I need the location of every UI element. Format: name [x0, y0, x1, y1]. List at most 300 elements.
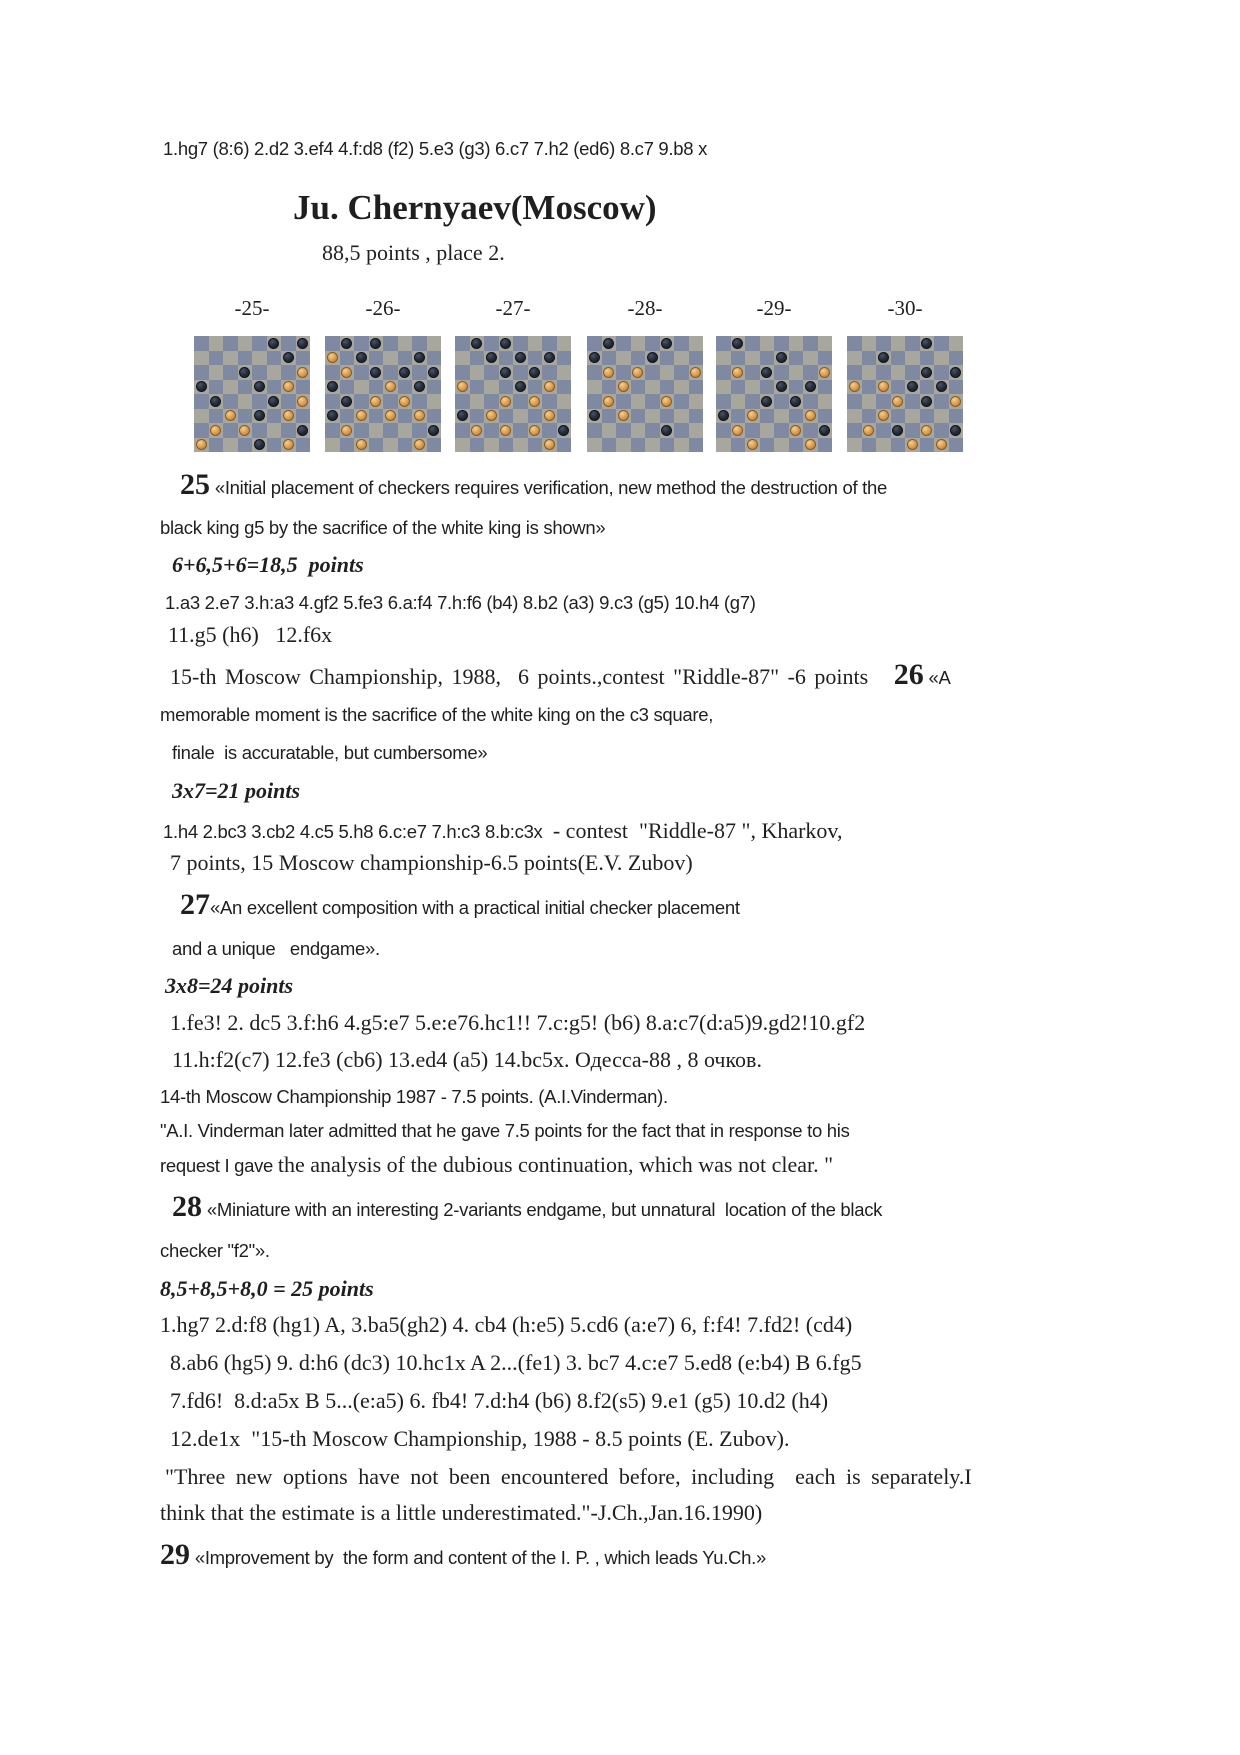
- board-square: [934, 365, 949, 380]
- white-checker-piece: [732, 367, 743, 378]
- white-checker-piece: [936, 439, 947, 450]
- board-square: [934, 336, 949, 351]
- black-checker-piece: [761, 367, 772, 378]
- section-27-quote-2: [160, 1152, 833, 1178]
- section-28-quote-2: think that the estimate is a little underestimated."-J.Ch.,Jan.16.1990): [160, 1500, 763, 1525]
- black-checker-piece: [283, 352, 294, 363]
- board-square: [223, 438, 238, 453]
- board-square: [383, 365, 398, 380]
- board-square: [774, 336, 789, 351]
- board-square: [267, 351, 282, 366]
- board-square: [455, 365, 470, 380]
- board-square: [674, 394, 689, 409]
- board-square: [789, 365, 804, 380]
- board-square: [499, 438, 514, 453]
- notation-line-top: 1.hg7 (8:6) 2.d2 3.ef4 4.f:d8 (f2) 5.e3 (g3) 6.c7 7.h2 (ed6) 8.c7 9.b8 x: [163, 138, 708, 159]
- white-checker-piece: [500, 425, 511, 436]
- board-square: [528, 351, 543, 366]
- checkers-board-30: [847, 336, 963, 452]
- black-checker-piece: [950, 367, 961, 378]
- white-checker-piece: [341, 367, 352, 378]
- board-square: [427, 438, 442, 453]
- section-27-quote-1: "A.I. Vinderman later admitted that he gave 7.5 points for the fact that in response to his: [160, 1120, 850, 1141]
- section-27-moves-2: 11.h:f2(c7) 12.fe3 (cb6) 13.ed4 (a5) 14.bc5x. Одесса-88 , 8 очков.: [172, 1047, 762, 1072]
- black-checker-piece: [414, 381, 425, 392]
- board-square: [876, 365, 891, 380]
- white-checker-piece: [327, 352, 338, 363]
- board-square: [528, 336, 543, 351]
- white-checker-piece: [747, 439, 758, 450]
- board-square: [760, 380, 775, 395]
- white-checker-piece: [863, 425, 874, 436]
- board-square: [557, 336, 572, 351]
- section-29-number: 29: [160, 1538, 190, 1571]
- black-checker-piece: [921, 367, 932, 378]
- board-square: [631, 394, 646, 409]
- board-square: [818, 394, 833, 409]
- white-checker-piece: [500, 396, 511, 407]
- board-square: [645, 380, 660, 395]
- board-square: [789, 351, 804, 366]
- section-28-moves-3: 7.fd6! 8.d:a5x B 5...(e:a5) 6. fb4! 7.d:h4 (b6) 8.f2(s5) 9.e1 (g5) 10.d2 (h4): [170, 1388, 829, 1413]
- board-square: [209, 365, 224, 380]
- board-square: [281, 394, 296, 409]
- board-square: [513, 438, 528, 453]
- black-checker-piece: [878, 352, 889, 363]
- white-checker-piece: [196, 439, 207, 450]
- white-checker-piece: [907, 439, 918, 450]
- white-checker-piece: [544, 381, 555, 392]
- white-checker-piece: [732, 425, 743, 436]
- board-square: [689, 423, 704, 438]
- board-square: [920, 380, 935, 395]
- board-square: [949, 409, 964, 424]
- black-checker-piece: [936, 381, 947, 392]
- section-29-intro: [160, 1538, 766, 1572]
- board-square: [223, 394, 238, 409]
- board-square: [789, 409, 804, 424]
- board-square: [340, 351, 355, 366]
- board-square: [674, 409, 689, 424]
- white-checker-piece: [356, 410, 367, 421]
- board-square: [862, 351, 877, 366]
- board-square: [238, 394, 253, 409]
- black-checker-piece: [589, 352, 600, 363]
- white-checker-piece: [341, 425, 352, 436]
- white-checker-piece: [661, 396, 672, 407]
- board-square: [891, 438, 906, 453]
- board-square: [513, 423, 528, 438]
- board-square: [760, 409, 775, 424]
- board-square: [325, 438, 340, 453]
- board-square: [602, 409, 617, 424]
- board-square: [689, 351, 704, 366]
- board-square: [194, 365, 209, 380]
- board-square: [455, 394, 470, 409]
- board-square: [602, 351, 617, 366]
- white-checker-piece: [747, 410, 758, 421]
- board-square: [862, 380, 877, 395]
- board-square: [383, 423, 398, 438]
- board-square: [252, 394, 267, 409]
- board-square: [674, 423, 689, 438]
- board-square: [194, 409, 209, 424]
- section-25-points: 6+6,5+6=18,5 points: [172, 552, 364, 577]
- board-square: [760, 438, 775, 453]
- board-square: [325, 336, 340, 351]
- white-checker-piece: [618, 381, 629, 392]
- section-27-intro-2: and a unique endgame».: [172, 938, 380, 959]
- section-26-source: 7 points, 15 Moscow championship-6.5 points(E.V. Zubov): [170, 850, 693, 875]
- board-square: [818, 409, 833, 424]
- board-square: [296, 351, 311, 366]
- board-square: [470, 394, 485, 409]
- white-checker-piece: [544, 439, 555, 450]
- white-checker-piece: [603, 396, 614, 407]
- section-26-line-2: finale is accuratable, but cumbersome»: [172, 742, 488, 763]
- white-checker-piece: [529, 425, 540, 436]
- white-checker-piece: [210, 425, 221, 436]
- board-square: [631, 409, 646, 424]
- board-square: [499, 351, 514, 366]
- board-square: [716, 336, 731, 351]
- board-square: [645, 423, 660, 438]
- board-square: [891, 351, 906, 366]
- white-checker-piece: [385, 410, 396, 421]
- board-square: [267, 380, 282, 395]
- board-square: [803, 365, 818, 380]
- board-square: [745, 394, 760, 409]
- board-square: [847, 351, 862, 366]
- board-square: [513, 394, 528, 409]
- board-square: [934, 423, 949, 438]
- black-checker-piece: [515, 352, 526, 363]
- board-square: [354, 380, 369, 395]
- black-checker-piece: [529, 367, 540, 378]
- section-28-moves-2: 8.ab6 (hg5) 9. d:h6 (dc3) 10.hc1x A 2...(fe1) 3. bc7 4.c:e7 5.ed8 (e:b4) B 6.fg5: [170, 1350, 862, 1375]
- board-square: [616, 423, 631, 438]
- white-checker-piece: [529, 396, 540, 407]
- section-26-points: 3x7=21 points: [172, 778, 301, 803]
- board-square: [818, 438, 833, 453]
- board-square: [862, 409, 877, 424]
- board-square: [745, 351, 760, 366]
- black-checker-piece: [544, 352, 555, 363]
- black-checker-piece: [356, 352, 367, 363]
- board-square: [238, 380, 253, 395]
- board-square: [340, 438, 355, 453]
- board-square: [209, 438, 224, 453]
- board-square: [484, 365, 499, 380]
- board-square: [891, 336, 906, 351]
- white-checker-piece: [790, 425, 801, 436]
- board-square: [716, 423, 731, 438]
- board-square: [267, 438, 282, 453]
- board-square: [847, 438, 862, 453]
- board-square: [470, 380, 485, 395]
- white-checker-piece: [632, 367, 643, 378]
- checkers-board-28: [587, 336, 703, 452]
- board-square: [209, 380, 224, 395]
- board-square: [616, 394, 631, 409]
- section-26-intro-start: «A: [923, 667, 951, 688]
- board-square: [296, 409, 311, 424]
- board-square: [876, 336, 891, 351]
- board-square: [587, 380, 602, 395]
- section-27-points: 3x8=24 points: [165, 973, 294, 998]
- section-25-moves-2: 11.g5 (h6) 12.f6x: [168, 622, 333, 647]
- board-square: [383, 336, 398, 351]
- white-checker-piece: [239, 425, 250, 436]
- section-27-quote-2-end: the analysis of the dubious continuation, which was not clear. ": [277, 1152, 834, 1177]
- board-square: [427, 409, 442, 424]
- black-checker-piece: [603, 338, 614, 349]
- board-square: [934, 409, 949, 424]
- black-checker-piece: [892, 425, 903, 436]
- checkers-board-26: [325, 336, 441, 452]
- board-square: [267, 365, 282, 380]
- board-square: [340, 409, 355, 424]
- board-square: [862, 394, 877, 409]
- board-square: [296, 380, 311, 395]
- board-square: [862, 365, 877, 380]
- board-square: [412, 336, 427, 351]
- board-square: [716, 365, 731, 380]
- section-26-moves-line: [163, 818, 843, 844]
- section-27-number: 27: [180, 888, 210, 921]
- section-25-moves-1: 1.a3 2.e7 3.h:a3 4.gf2 5.fe3 6.a:f4 7.h:f6 (b4) 8.b2 (a3) 9.c3 (g5) 10.h4 (g7): [165, 592, 756, 613]
- board-square: [949, 380, 964, 395]
- section-28-intro: [172, 1190, 882, 1224]
- board-label-25: -25-: [234, 296, 270, 320]
- board-square: [398, 409, 413, 424]
- black-checker-piece: [661, 425, 672, 436]
- board-square: [803, 394, 818, 409]
- board-square: [731, 409, 746, 424]
- black-checker-piece: [718, 410, 729, 421]
- board-square: [513, 409, 528, 424]
- section-26-moves: 1.h4 2.bc3 3.cb2 4.c5 5.h8 6.c:e7 7.h:c3 8.b:c3x: [163, 821, 548, 842]
- white-checker-piece: [921, 425, 932, 436]
- black-checker-piece: [254, 381, 265, 392]
- white-checker-piece: [297, 367, 308, 378]
- board-square: [455, 423, 470, 438]
- section-25-source-line: [170, 658, 951, 692]
- section-27-moves-1: 1.fe3! 2. dc5 3.f:h6 4.g5:e7 5.e:e76.hc1!! 7.c:g5! (b6) 8.a:c7(d:a5)9.gd2!10.gf2: [170, 1010, 866, 1035]
- board-square: [528, 438, 543, 453]
- section-28-number: 28: [172, 1190, 202, 1223]
- black-checker-piece: [297, 425, 308, 436]
- board-square: [660, 380, 675, 395]
- board-square: [252, 365, 267, 380]
- board-square: [470, 409, 485, 424]
- board-square: [557, 394, 572, 409]
- white-checker-piece: [414, 439, 425, 450]
- white-checker-piece: [892, 396, 903, 407]
- black-checker-piece: [196, 381, 207, 392]
- white-checker-piece: [603, 367, 614, 378]
- board-square: [803, 336, 818, 351]
- section-28-points: 8,5+8,5+8,0 = 25 points: [160, 1276, 374, 1301]
- black-checker-piece: [776, 352, 787, 363]
- black-checker-piece: [239, 367, 250, 378]
- board-square: [354, 394, 369, 409]
- board-square: [818, 336, 833, 351]
- board-square: [238, 336, 253, 351]
- board-square: [716, 394, 731, 409]
- black-checker-piece: [428, 425, 439, 436]
- white-checker-piece: [385, 381, 396, 392]
- board-square: [745, 365, 760, 380]
- black-checker-piece: [790, 396, 801, 407]
- board-square: [383, 394, 398, 409]
- board-square: [645, 336, 660, 351]
- board-square: [223, 351, 238, 366]
- board-square: [194, 394, 209, 409]
- black-checker-piece: [500, 367, 511, 378]
- white-checker-piece: [878, 410, 889, 421]
- black-checker-piece: [661, 338, 672, 349]
- black-checker-piece: [297, 338, 308, 349]
- black-checker-piece: [776, 381, 787, 392]
- board-square: [587, 423, 602, 438]
- board-square: [660, 438, 675, 453]
- board-square: [542, 394, 557, 409]
- board-square: [484, 394, 499, 409]
- section-27-quote-2-start: request I gave: [160, 1155, 278, 1176]
- black-checker-piece: [589, 410, 600, 421]
- white-checker-piece: [878, 381, 889, 392]
- board-square: [194, 423, 209, 438]
- black-checker-piece: [457, 410, 468, 421]
- board-square: [660, 365, 675, 380]
- board-square: [528, 409, 543, 424]
- board-square: [716, 438, 731, 453]
- board-square: [325, 365, 340, 380]
- board-square: [789, 380, 804, 395]
- board-square: [731, 438, 746, 453]
- white-checker-piece: [414, 410, 425, 421]
- board-square: [369, 423, 384, 438]
- board-square: [934, 351, 949, 366]
- page-subtitle: 88,5 points , place 2.: [322, 240, 505, 265]
- board-square: [340, 380, 355, 395]
- board-square: [891, 409, 906, 424]
- section-27-intro-text: «An excellent composition with a practical initial checker placement: [210, 897, 740, 918]
- board-square: [905, 423, 920, 438]
- white-checker-piece: [618, 410, 629, 421]
- white-checker-piece: [370, 396, 381, 407]
- board-square: [267, 409, 282, 424]
- board-square: [296, 438, 311, 453]
- board-square: [645, 394, 660, 409]
- black-checker-piece: [950, 425, 961, 436]
- board-label-28: -28-: [627, 296, 663, 320]
- white-checker-piece: [805, 439, 816, 450]
- board-square: [674, 336, 689, 351]
- board-square: [455, 336, 470, 351]
- board-square: [745, 380, 760, 395]
- board-square: [891, 365, 906, 380]
- black-checker-piece: [399, 367, 410, 378]
- section-28-intro-text: «Miniature with an interesting 2-variants endgame, but unnatural location of the black: [202, 1199, 883, 1220]
- black-checker-piece: [486, 352, 497, 363]
- section-29-intro-text: «Improvement by the form and content of the I. P. , which leads Yu.Ch.»: [190, 1547, 766, 1568]
- section-25-intro-text: «Initial placement of checkers requires verification, new method the destruction of the: [210, 477, 887, 498]
- board-square: [674, 380, 689, 395]
- black-checker-piece: [370, 338, 381, 349]
- board-square: [847, 394, 862, 409]
- section-26-line-1: memorable moment is the sacrifice of the white king on the c3 square,: [160, 704, 714, 725]
- board-square: [557, 409, 572, 424]
- board-square: [674, 438, 689, 453]
- checkers-board-29: [716, 336, 832, 452]
- board-square: [470, 438, 485, 453]
- board-square: [949, 336, 964, 351]
- board-square: [557, 438, 572, 453]
- board-square: [905, 336, 920, 351]
- board-square: [616, 438, 631, 453]
- board-square: [427, 336, 442, 351]
- board-square: [383, 351, 398, 366]
- board-square: [631, 351, 646, 366]
- board-square: [587, 394, 602, 409]
- board-square: [602, 380, 617, 395]
- board-square: [760, 423, 775, 438]
- white-checker-piece: [297, 396, 308, 407]
- board-square: [602, 438, 617, 453]
- white-checker-piece: [283, 439, 294, 450]
- board-square: [281, 423, 296, 438]
- board-square: [354, 336, 369, 351]
- black-checker-piece: [558, 425, 569, 436]
- board-square: [455, 438, 470, 453]
- page-title: Ju. Chernyaev(Moscow): [293, 188, 657, 227]
- board-square: [774, 438, 789, 453]
- board-square: [847, 365, 862, 380]
- board-square: [398, 438, 413, 453]
- board-square: [645, 409, 660, 424]
- board-square: [223, 365, 238, 380]
- white-checker-piece: [283, 410, 294, 421]
- white-checker-piece: [225, 410, 236, 421]
- board-square: [631, 438, 646, 453]
- board-square: [209, 351, 224, 366]
- board-square: [645, 365, 660, 380]
- board-square: [398, 336, 413, 351]
- black-checker-piece: [471, 338, 482, 349]
- board-square: [513, 336, 528, 351]
- board-square: [631, 423, 646, 438]
- board-square: [223, 336, 238, 351]
- board-square: [238, 351, 253, 366]
- board-square: [484, 438, 499, 453]
- board-square: [731, 351, 746, 366]
- board-square: [745, 336, 760, 351]
- board-square: [645, 438, 660, 453]
- black-checker-piece: [268, 396, 279, 407]
- board-square: [731, 394, 746, 409]
- board-square: [513, 365, 528, 380]
- white-checker-piece: [849, 381, 860, 392]
- board-square: [484, 380, 499, 395]
- board-square: [862, 438, 877, 453]
- black-checker-piece: [515, 381, 526, 392]
- white-checker-piece: [819, 367, 830, 378]
- board-square: [818, 351, 833, 366]
- section-27-source: 14-th Moscow Championship 1987 - 7.5 points. (A.I.Vinderman).: [160, 1086, 668, 1107]
- black-checker-piece: [210, 396, 221, 407]
